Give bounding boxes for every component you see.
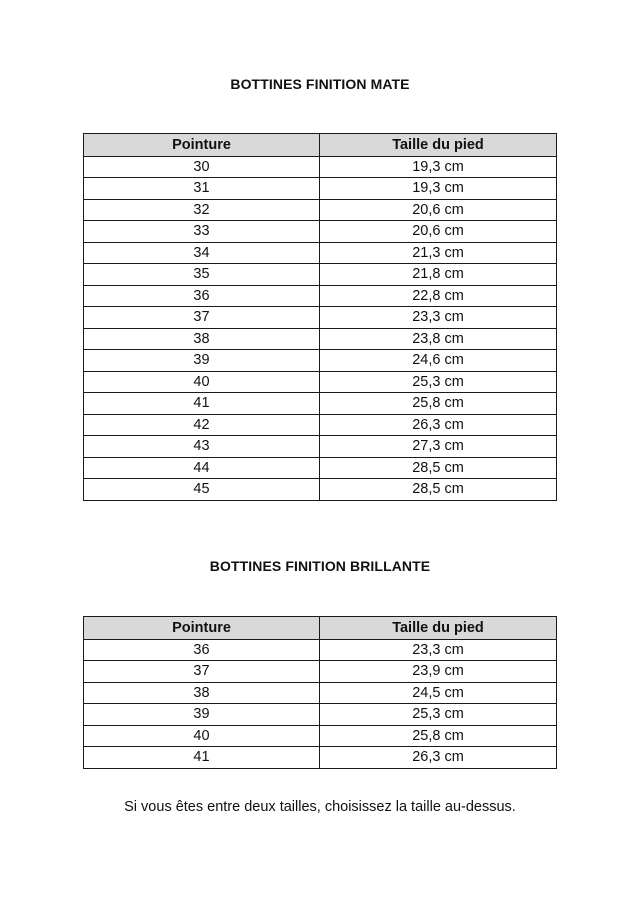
- cell-pointure: 37: [84, 307, 320, 329]
- table-row: [84, 199, 557, 221]
- cell-pointure: 32: [84, 199, 320, 221]
- cell-pointure: 34: [84, 242, 320, 264]
- column-header-taille: Taille du pied: [320, 617, 557, 640]
- table-row: [84, 178, 557, 200]
- table-row: [84, 682, 557, 704]
- cell-taille-du-pied: 20,6 cm: [320, 199, 557, 221]
- cell-taille-du-pied: 23,9 cm: [320, 661, 557, 683]
- cell-taille-du-pied: 23,3 cm: [320, 307, 557, 329]
- table-row: [84, 393, 557, 415]
- cell-taille-du-pied: 27,3 cm: [320, 436, 557, 458]
- cell-taille-du-pied: 28,5 cm: [320, 457, 557, 479]
- table-row: [84, 414, 557, 436]
- cell-taille-du-pied: 21,8 cm: [320, 264, 557, 286]
- cell-pointure: 37: [84, 661, 320, 683]
- cell-pointure: 35: [84, 264, 320, 286]
- cell-taille-du-pied: 24,5 cm: [320, 682, 557, 704]
- cell-taille-du-pied: 19,3 cm: [320, 156, 557, 178]
- cell-pointure: 39: [84, 350, 320, 372]
- table-title-mate: BOTTINES FINITION MATE: [230, 76, 410, 92]
- column-header-pointure: Pointure: [84, 134, 320, 157]
- cell-taille-du-pied: 25,3 cm: [320, 371, 557, 393]
- cell-pointure: 30: [84, 156, 320, 178]
- cell-taille-du-pied: 20,6 cm: [320, 221, 557, 243]
- cell-pointure: 41: [84, 747, 320, 769]
- table-row: [84, 725, 557, 747]
- table-row: [84, 747, 557, 769]
- cell-pointure: 41: [84, 393, 320, 415]
- table-row: [84, 704, 557, 726]
- cell-taille-du-pied: 26,3 cm: [320, 747, 557, 769]
- table-row: [84, 156, 557, 178]
- table-row: [84, 457, 557, 479]
- cell-pointure: 42: [84, 414, 320, 436]
- table-row: [84, 639, 557, 661]
- cell-pointure: 36: [84, 639, 320, 661]
- table-row: [84, 328, 557, 350]
- cell-pointure: 31: [84, 178, 320, 200]
- size-advice-note: Si vous êtes entre deux tailles, choisissez la taille au-dessus.: [124, 799, 516, 815]
- table-row: [84, 221, 557, 243]
- size-table-brillante: [83, 616, 557, 769]
- cell-pointure: 38: [84, 682, 320, 704]
- cell-pointure: 39: [84, 704, 320, 726]
- cell-pointure: 45: [84, 479, 320, 501]
- size-table-mate: [83, 133, 557, 501]
- column-header-taille: Taille du pied: [320, 134, 557, 157]
- cell-pointure: 43: [84, 436, 320, 458]
- table-row: [84, 479, 557, 501]
- cell-pointure: 33: [84, 221, 320, 243]
- cell-taille-du-pied: 25,8 cm: [320, 725, 557, 747]
- cell-pointure: 40: [84, 725, 320, 747]
- table-row: [84, 350, 557, 372]
- cell-taille-du-pied: 23,3 cm: [320, 639, 557, 661]
- cell-taille-du-pied: 25,3 cm: [320, 704, 557, 726]
- cell-taille-du-pied: 25,8 cm: [320, 393, 557, 415]
- table-row: [84, 307, 557, 329]
- cell-pointure: 38: [84, 328, 320, 350]
- table-row: [84, 661, 557, 683]
- table-row: [84, 285, 557, 307]
- header-row: [84, 617, 557, 640]
- cell-pointure: 36: [84, 285, 320, 307]
- cell-taille-du-pied: 24,6 cm: [320, 350, 557, 372]
- cell-taille-du-pied: 28,5 cm: [320, 479, 557, 501]
- cell-taille-du-pied: 19,3 cm: [320, 178, 557, 200]
- cell-taille-du-pied: 26,3 cm: [320, 414, 557, 436]
- table-title-brillante: BOTTINES FINITION BRILLANTE: [209, 558, 431, 574]
- cell-pointure: 40: [84, 371, 320, 393]
- column-header-pointure: Pointure: [84, 617, 320, 640]
- header-row: [84, 134, 557, 157]
- cell-pointure: 44: [84, 457, 320, 479]
- cell-taille-du-pied: 22,8 cm: [320, 285, 557, 307]
- cell-taille-du-pied: 21,3 cm: [320, 242, 557, 264]
- table-row: [84, 371, 557, 393]
- table-row: [84, 242, 557, 264]
- table-row: [84, 436, 557, 458]
- cell-taille-du-pied: 23,8 cm: [320, 328, 557, 350]
- table-row: [84, 264, 557, 286]
